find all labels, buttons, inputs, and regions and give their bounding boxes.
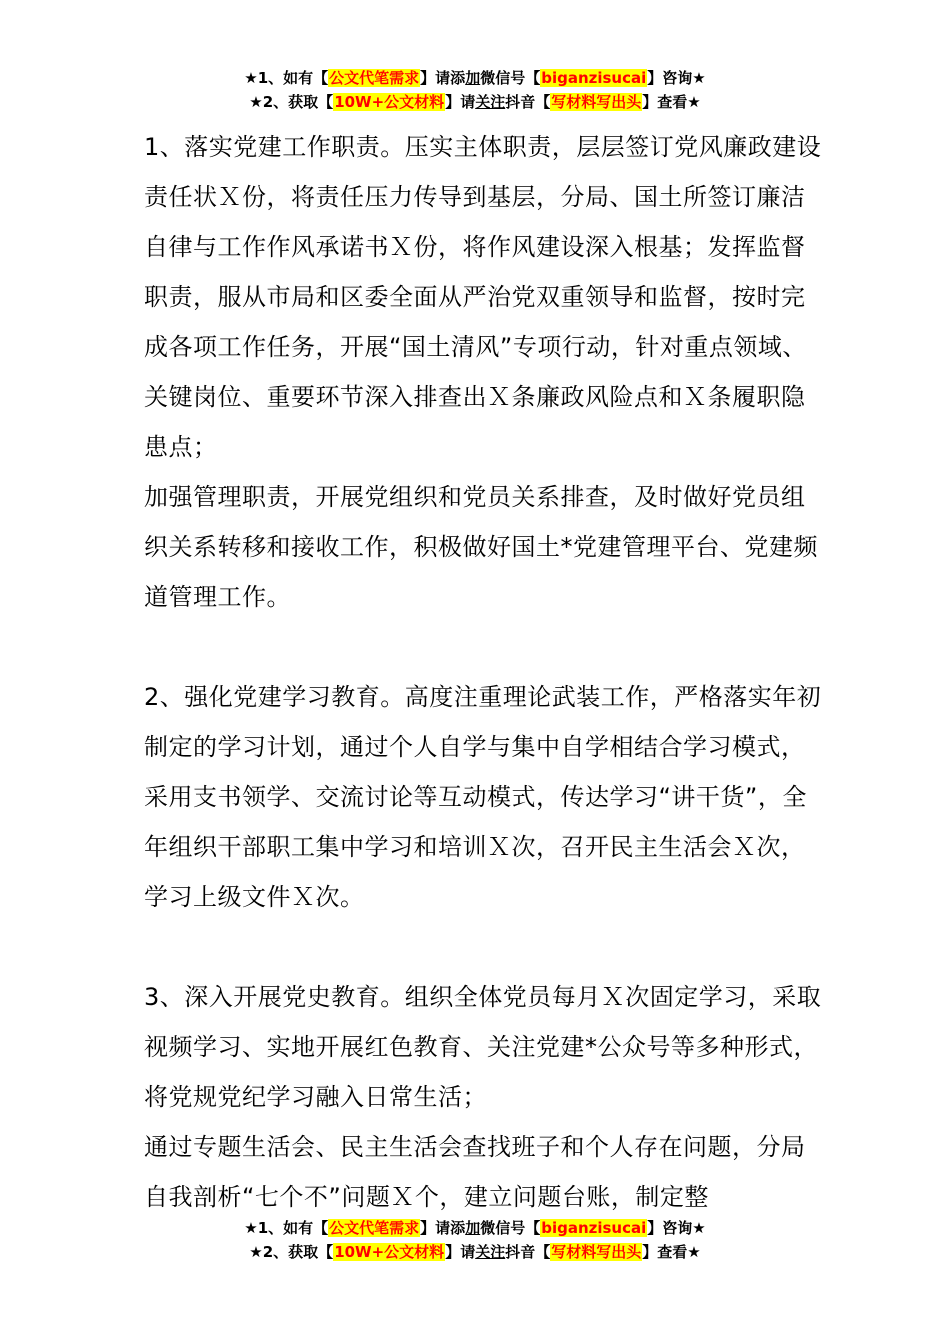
banner-highlight: 公文代笔需求	[329, 69, 420, 87]
banner-underlined: 加	[465, 1219, 481, 1237]
banner-line-2	[0, 1240, 950, 1264]
paragraph-5: 通过专题生活会、民主生活会查找班子和个人存在问题，分局自我剖析“七个不”问题Ｘ个，建立问题台账，制定整	[144, 1133, 806, 1211]
banner-text: 】查看★	[642, 1243, 701, 1261]
banner-text: ★1、如有【	[244, 69, 329, 87]
banner-text: 】请	[445, 1243, 476, 1261]
banner-underlined: 关注	[475, 93, 506, 111]
banner-line-1	[0, 66, 950, 90]
banner-text: 微信号【	[480, 1219, 541, 1237]
banner-text: 】咨询★	[647, 1219, 706, 1237]
banner-text: ★1、如有【	[244, 1219, 329, 1237]
banner-douyin-name: 写材料写出头	[551, 93, 642, 111]
banner-text: 】请	[445, 93, 476, 111]
header-banner	[0, 66, 950, 114]
banner-underlined: 关注	[475, 1243, 506, 1261]
paragraph-2: 加强管理职责，开展党组织和党员关系排查，及时做好党员组织关系转移和接收工作，积极做好国土*党建管理平台、党建频道管理工作。	[144, 483, 818, 611]
banner-text: 抖音【	[505, 93, 551, 111]
banner-line-1	[0, 1216, 950, 1240]
banner-highlight: 公文代笔需求	[329, 1219, 420, 1237]
paragraph-1: 1、落实党建工作职责。压实主体职责，层层签订党风廉政建设责任状Ｘ份，将责任压力传导到基层，分局、国土所签订廉洁自律与工作作风承诺书Ｘ份，将作风建设深入根基；发挥监督职责，服从市局和区委全面从严治党双重领导和监督，按时完成各项工作任务，开展“国土清风”专项行动，针对重点领域、关键岗位、重要环节深入排查出Ｘ条廉政风险点和Ｘ条履职隐患点；	[144, 133, 822, 461]
paragraph-4: 3、深入开展党史教育。组织全体党员每月Ｘ次固定学习，采取视频学习、实地开展红色教育、关注党建*公众号等多种形式，将党规党纪学习融入日常生活；	[144, 983, 822, 1111]
banner-douyin-name: 写材料写出头	[551, 1243, 642, 1261]
banner-wechat-id: biganzisucai	[541, 69, 647, 87]
banner-text: 抖音【	[505, 1243, 551, 1261]
banner-text: 】请添	[420, 1219, 466, 1237]
banner-highlight: 10W+公文材料	[334, 1243, 445, 1261]
banner-text: 】请添	[420, 69, 466, 87]
footer-banner	[0, 1216, 950, 1264]
banner-text: 】查看★	[642, 93, 701, 111]
paragraph-spacer	[144, 922, 824, 972]
banner-highlight: 10W+公文材料	[334, 93, 445, 111]
paragraph-3: 2、强化党建学习教育。高度注重理论武装工作，严格落实年初制定的学习计划，通过个人自学与集中自学相结合学习模式，采用支书领学、交流讨论等互动模式，传达学习“讲干货”，全年组织干部职工集中学习和培训Ｘ次，召开民主生活会Ｘ次，学习上级文件Ｘ次。	[144, 683, 822, 911]
paragraph-spacer	[144, 622, 824, 672]
banner-text: ★2、获取【	[249, 93, 334, 111]
banner-text: ★2、获取【	[249, 1243, 334, 1261]
banner-wechat-id: biganzisucai	[541, 1219, 647, 1237]
banner-text: 微信号【	[480, 69, 541, 87]
banner-text: 】咨询★	[647, 69, 706, 87]
banner-underlined: 加	[465, 69, 481, 87]
banner-line-2	[0, 90, 950, 114]
document-body	[144, 122, 824, 1222]
